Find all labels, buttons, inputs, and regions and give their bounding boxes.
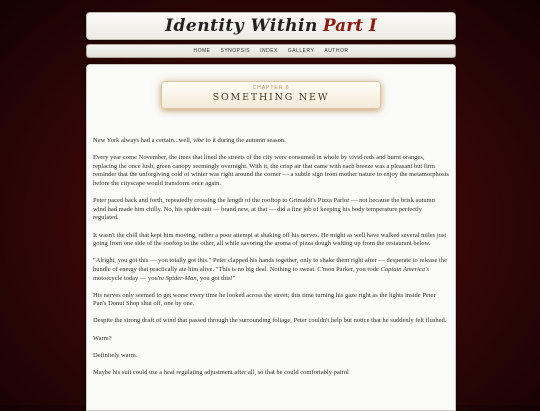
text-span: , you got this!" — [196, 274, 236, 282]
paragraph: His nerves only seemed to get worse every time he looked across the street; this time turning his gaze right as the lights inside Peter Pan's Donut Shop shut off, one by one. — [93, 291, 436, 308]
site-title-banner — [86, 12, 456, 40]
paragraph: Despite the strong draft of wind that passed through the surrounding foliage, Peter couldn't help but notice that he suddenly felt flushed. — [93, 317, 447, 325]
site-title: Identity Within — [165, 16, 318, 36]
emphasis: Spider-Man — [165, 274, 197, 282]
paragraph: Peter paced back and forth, repeatedly crossing the length of the rooftop to Grimaldi's Pizza Parlor — not because the brisk autumn wind had made him chilly. No, his spider-suit — brand new, at that — did a fine job of keeping his body temperature perfectly regulated. — [93, 197, 435, 222]
nav-gallery[interactable]: GALLERY — [287, 48, 315, 54]
paragraph — [93, 257, 449, 283]
emphasis: vibe — [193, 137, 205, 144]
chapter-number: CHAPTER 6 — [252, 85, 290, 91]
paragraph: It wasn't the chill that kept him moving, rather a poor attempt at shaking off his nerves. He might as well have walked several miles just going from one side of the rooftop to the other, all while savoring the aroma of pizza dough wafting up from the restaurant below. — [93, 231, 447, 248]
text-span: "Alright, you got this — you totally got this." Peter clapped his hands together, only to shake them right after — desperate to release the bundle of energy that practically ate him alive. "This is no big deal. Nothing to sweat. C'mon Parker, you rode — [93, 257, 447, 273]
text-span: motorcycle today — you're — [93, 274, 166, 282]
paragraph: Every year come November, the trees that lined the streets of the city were consumed in whole by vivid reds and burnt oranges, replacing the once lush, green canopy seemingly overnight. With it, the crisp air that came with each breeze was a pleasant but firm reminder that the unforgiving cold of winter was right around the corner — a subtle sign from mother nature to enjoy the metamorphosis before the cityscape would transform once again. — [93, 154, 449, 187]
emphasis: Captain America's — [380, 265, 429, 273]
story-text — [93, 137, 449, 386]
chapter-heading — [161, 81, 381, 109]
text-span: New York always had a certain...well, — [93, 137, 194, 144]
paragraph: Warm? — [93, 334, 112, 342]
main-nav — [86, 44, 456, 58]
nav-index[interactable]: INDEX — [260, 48, 278, 54]
paragraph — [93, 137, 449, 146]
paragraph: Maybe his suit could use a heat regulating adjustment after all, so that he could comfortably patrol — [93, 369, 349, 377]
nav-home[interactable]: HOME — [193, 48, 211, 54]
paragraph: Definitely warm. — [93, 351, 138, 359]
chapter-title: SOMETHING NEW — [212, 92, 330, 103]
text-span: to it during the autumn season. — [204, 137, 286, 144]
story-page[interactable] — [86, 64, 456, 411]
site-title-part: Part I — [322, 16, 377, 36]
nav-author[interactable]: AUTHOR — [324, 48, 349, 54]
nav-synopsis[interactable]: SYNOPSIS — [220, 48, 251, 54]
